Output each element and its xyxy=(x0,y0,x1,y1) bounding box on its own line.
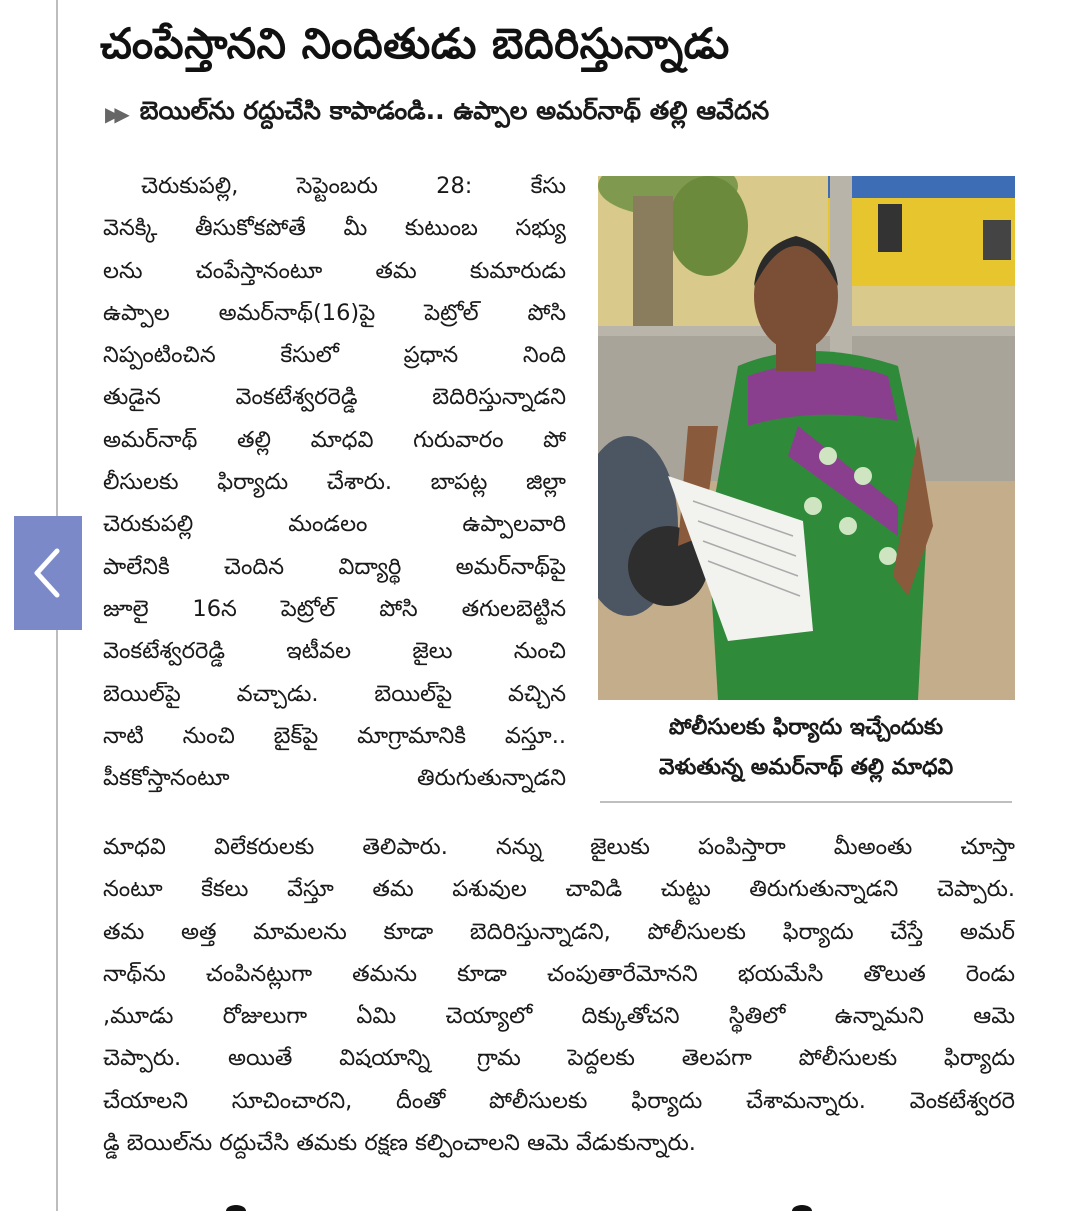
text-line: తుడైన వెంకటేశ్వరరెడ్డి బెదిరిస్తున్నాడని xyxy=(103,384,566,411)
text-line: లీసులకు ఫిర్యాదు చేశారు. బాపట్ల జిల్లా xyxy=(103,469,566,496)
chevron-left-icon xyxy=(31,547,65,599)
page-edge-mark xyxy=(224,1203,248,1211)
article-column-text xyxy=(103,165,566,799)
text-line: లను చంపేస్తానంటూ తమ కుమారుడు xyxy=(103,257,566,284)
text-line: నాటి నుంచి బైక్‌పై మాగ్రామానికి వస్తూ.. xyxy=(103,722,566,749)
page-edge-mark xyxy=(790,1203,814,1211)
text-line: ,మూడు రోజులుగా ఏమి చెయ్యాలో దిక్కుతోచని స్థితిలో ఉన్నామని ఆమె xyxy=(103,1003,1015,1030)
text-line: డ్డి బెయిల్‌ను రద్దుచేసి తమకు రక్షణ కల్పించాలని ఆమె వేడుకున్నారు. xyxy=(103,1130,696,1157)
article-full-width-text xyxy=(103,826,1015,1164)
caption-line: పోలీసులకు ఫిర్యాదు ఇచ్చేందుకు xyxy=(668,715,944,740)
text-line: పీకకోస్తానంటూ తిరుగుతున్నాడని xyxy=(103,765,566,792)
double-chevron-right-icon: ▶▶ xyxy=(105,102,124,126)
text-line: నాథ్‌ను చంపినట్లుగా తమను కూడా చంపుతారేమోనని భయమేసి తొలుత రెండు xyxy=(103,960,1015,987)
text-line: చెరుకుపల్లి మండలం ఉప్పాలవారి xyxy=(103,511,566,538)
text-line: బెయిల్‌పై వచ్చాడు. బెయిల్‌పై వచ్చిన xyxy=(103,680,566,707)
caption-underline xyxy=(600,801,1012,803)
text-line: అమర్‌నాథ్ తల్లి మాధవి గురువారం పో xyxy=(103,426,566,453)
text-line: తమ అత్త మామలను కూడా బెదిరిస్తున్నాడని, పోలీసులకు ఫిర్యాదు చేస్తే అమర్ xyxy=(103,918,1015,945)
article-headline: చంపేస్తానని నిందితుడు బెదిరిస్తున్నాడు xyxy=(100,19,730,68)
text-line: జూలై 16న పెట్రోల్ పోసి తగులబెట్టిన xyxy=(103,595,566,622)
text-line: ఉప్పాల అమర్‌నాథ్(16)పై పెట్రోల్ పోసి xyxy=(103,299,566,326)
text-line: నంటూ కేకలు వేస్తూ తమ పశువుల చావిడి చుట్టు తిరుగుతున్నాడని చెప్పారు. xyxy=(103,876,1015,903)
text-line: పాలేనికి చెందిన విద్యార్థి అమర్‌నాథ్‌పై xyxy=(103,553,566,580)
article-subheadline xyxy=(105,96,1055,132)
caption-line: వెళుతున్న అమర్‌నాథ్ తల్లి మాధవి xyxy=(658,755,954,780)
text-line: వెనక్కి తీసుకోకపోతే మీ కుటుంబ సభ్యు xyxy=(103,215,566,242)
text-line: నిప్పంటించిన కేసులో ప్రధాన నింది xyxy=(103,342,566,369)
photo-caption xyxy=(600,708,1012,788)
previous-page-button[interactable] xyxy=(14,516,82,630)
text-line: చేయాలని సూచించారని, దీంతో పోలీసులకు ఫిర్యాదు చేశామన్నారు. వెంకటేశ్వరరె xyxy=(103,1087,1015,1114)
text-line: మాధవి విలేకరులకు తెలిపారు. నన్ను జైలుకు పంపిస్తారా మీఅంతు చూస్తా xyxy=(103,834,1015,860)
subheadline-text: బెయిల్‌ను రద్దుచేసి కాపాడండి.. ఉప్పాల అమర్‌నాథ్ తల్లి ఆవేదన xyxy=(139,96,770,125)
article-photo xyxy=(598,176,1015,700)
text-line: చెప్పారు. అయితే విషయాన్ని గ్రామ పెద్దలకు తెలపగా పోలీసులకు ఫిర్యాదు xyxy=(103,1045,1015,1072)
text-line: చెరుకుపల్లి, సెప్టెంబరు 28: కేసు xyxy=(141,173,566,199)
text-line: వెంకటేశ్వరరెడ్డి ఇటీవల జైలు నుంచి xyxy=(103,638,566,665)
